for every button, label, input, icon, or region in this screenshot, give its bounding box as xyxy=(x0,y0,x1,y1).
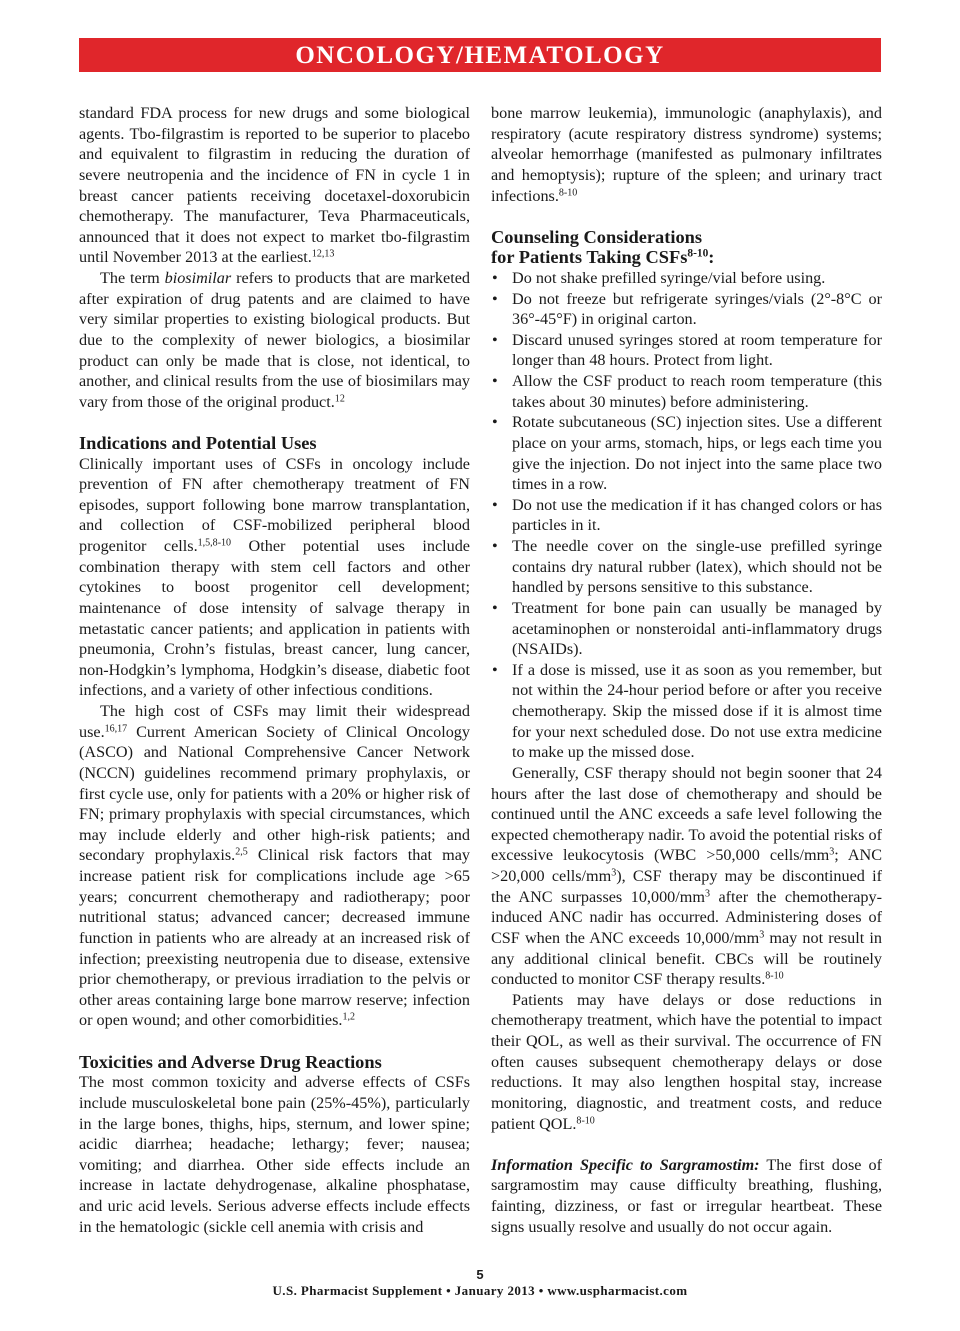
list-item: • Do not freeze but refrigerate syringes/vials (2°-8°C or 36°-45°F) in original carton. xyxy=(492,289,882,329)
reference-superscript: 12 xyxy=(334,393,345,405)
paragraph: Patients may have delays or dose reductions in chemotherapy treatment, which have the potential to impact their QOL, as well as their survival. The occurrence of FN often causes subsequent chemotherapy delays or dose reductions. It may also lengthen hospital stay, increase monitoring, diagnostic, and treatment costs, and reduce patient QOL.$^{8-10}$ xyxy=(491,990,882,1133)
bullet-icon: • xyxy=(492,330,498,349)
bullet-icon: • xyxy=(492,372,498,391)
paragraph: Clinically important uses of CSFs in oncology include prevention of FN after chemotherapy treatment of FN episodes, support following bone marrow transplantation, and collection of CSF-mobilized peripheral blood progenitor cells.$^{1,5,8-10}$ Other potential uses include combination therapy with stem cell factors and other cytokines to boost progenitor cell development; maintenance of dose intensity of salvage therapy in metastatic cancer patients; and application in patients with pneumonia, Crohn’s fistulas, breast cancer, lung cancer, non-Hodgkin’s lymphoma, Hodgkin’s disease, diabetic foot infections, and a variety of other infectious conditions. xyxy=(79,454,470,700)
list-item: • Discard unused syringes stored at room temperature for longer than 48 hours. Protect from light. xyxy=(492,330,882,370)
reference-superscript: 8-10 xyxy=(765,970,784,982)
term-italic: biosimilar xyxy=(164,269,232,287)
counseling-bullet-list xyxy=(491,268,882,763)
paragraph: bone marrow leukemia), immunologic (anaphylaxis), and respiratory (acute respiratory distress syndrome) systems; alveolar hemorrhage (manifested as pulmonary infiltrates and hemoptysis); rupture of the spleen; and urinary tract infections.$^{8-10}$ xyxy=(491,104,882,205)
superscript: 3 xyxy=(759,929,765,941)
bullet-icon: • xyxy=(492,660,498,679)
superscript: 3 xyxy=(829,846,835,858)
spacer xyxy=(491,1134,882,1155)
reference-superscript: 8-10 xyxy=(576,1115,595,1127)
list-item: • The needle cover on the single-use prefilled syringe contains dry natural rubber (latex), which should not be handled by persons sensitive to this substance. xyxy=(492,537,882,597)
list-item: • Do not shake prefilled syringe/vial before using. xyxy=(492,268,826,287)
list-item: • Treatment for bone pain can usually be managed by acetaminophen or nonsteroidal anti-inflammatory drugs (NSAIDs). xyxy=(492,598,882,659)
section-title: ONCOLOGY/HEMATOLOGY xyxy=(295,42,665,69)
list-item: • Rotate subcutaneous (SC) injection sites. Use a different place on your arms, stomach, hips, or legs each time you give the injection. Do not inject into the same place two times in a row. xyxy=(492,413,882,494)
left-column xyxy=(79,103,470,1237)
paragraph: The high cost of CSFs may limit their widespread use.$^{16,17}$ Current American Society of Clinical Oncology (ASCO) and National Comprehensive Cancer Network (NCCN) guidelines recommend primary prophylaxis, or first cycle use, only for patients with a 20% or higher risk of FN; primary prophylaxis with special circumstances, which may include elderly and other high-risk patients; and secondary prophylaxis.$^{2,5}$ Clinical risk factors that may increase patient risk for complications include age >65 years; concurrent chemotherapy and radiotherapy; poor nutritional status; advanced cancer; decreased immune function in patients who are already at an increased risk of infection; preexisting neutropenia due to disease, extensive prior chemotherapy, or previous irradiation to the pelvis or other areas containing large bone marrow reserve; infection or open wound; and other comorbidities.$^{1,2}$ xyxy=(79,702,470,1030)
right-column xyxy=(491,103,882,1237)
superscript: 3 xyxy=(704,888,710,900)
reference-superscript: 12,13 xyxy=(311,248,335,260)
paragraph: The term biosimilar refers to products that are marketed after expiration of drug patents and are claimed to have very similar properties to existing biological products. But due to the complexity of newer biologics, a biosimilar product can only be made that is close, not identical, to another, and clinical results from the use of biosimilars may vary from those of the original product.$^{12}$ xyxy=(79,269,470,411)
paragraph: standard FDA process for new drugs and some biological agents. Tbo-filgrastim is reported to be superior to placebo and equivalent to filgrastim in reducing the duration of severe neutropenia and the incidence of FN in cycle 1 in breast cancer patients receiving docetaxel-doxorubicin chemotherapy. The manufacturer, Teva Pharmaceuticals, announced that it does not expect to market tbo-filgrastim until November 2013 at the earliest.$^{12,13}$ xyxy=(79,104,470,267)
bullet-icon: • xyxy=(492,268,498,287)
section-heading-counseling: Counseling Considerations for Patients Taking CSFs$^{8-10}$: xyxy=(491,226,715,268)
bullet-icon: • xyxy=(492,598,498,617)
reference-superscript: 1,2 xyxy=(342,1011,355,1023)
page-number: 5 xyxy=(476,1267,484,1282)
reference-superscript: 8-10 xyxy=(558,186,578,198)
paragraph: Information Specific to Sargramostim: The first dose of sargramostim may cause difficulty breathing, flushing, fainting, dizziness, or fast or irregular heartbeat. These signs usually resolve and usually do not occur again. xyxy=(491,1155,882,1236)
section-header-band xyxy=(79,38,881,72)
reference-superscript: 1,5,8-10 xyxy=(197,537,232,549)
paragraph: Generally, CSF therapy should not begin sooner that 24 hours after the last dose of chemotherapy and should be continued until the ANC exceeds a safe level following the expected chemotherapy nadir. To avoid the potential risks of excessive leukocytosis (WBC >50,000 cells/$mm^3$; ANC >20,000 cells/$mm^3$), CSF therapy may be discontinued if the ANC surpasses $10,000/mm^3$ after the chemotherapy-induced ANC nadir has occurred. Administering doses of CSF when the ANC exceeds $10,000/mm^3$ may not result in any additional clinical benefit. CBCs will be routinely conducted to monitor CSF therapy results.$^{8-10}$ xyxy=(491,763,882,989)
section-heading-toxicities: Toxicities and Adverse Drug Reactions xyxy=(79,1051,382,1072)
reference-superscript: 8-10 xyxy=(687,248,709,261)
superscript: 3 xyxy=(611,867,617,879)
reference-superscript: 16,17 xyxy=(104,723,128,735)
bullet-icon: • xyxy=(492,289,498,308)
footer-publication: U.S. Pharmacist Supplement • January 2013 • www.uspharmacist.com xyxy=(272,1283,688,1298)
run-in-heading: Information Specific to Sargramostim: xyxy=(491,1155,760,1174)
bullet-icon: • xyxy=(492,537,498,556)
list-item: • Do not use the medication if it has changed colors or has particles in it. xyxy=(492,495,882,535)
section-heading-indications: Indications and Potential Uses xyxy=(79,432,317,453)
bullet-icon: • xyxy=(492,413,498,432)
list-item: • Allow the CSF product to reach room temperature (this takes about 30 minutes) before administering. xyxy=(492,372,882,411)
reference-superscript: 2,5 xyxy=(235,846,248,858)
bullet-icon: • xyxy=(492,495,498,514)
list-item: • If a dose is missed, use it as soon as you remember, but not within the 24-hour period before or after you receive chemotherapy. Skip the missed dose if it is almost time for your next scheduled dose. Do not use extra medicine to make up the missed dose. xyxy=(492,660,882,762)
paragraph: The most common toxicity and adverse effects of CSFs include musculoskeletal bone pain (25%-45%), particularly in the large bones, thighs, hips, sternum, and lower spine; acidic diarrhea; headache; lethargy; fever; nausea; vomiting; and diarrhea. Other side effects include an increase in lactate dehydrogenase, alkaline phosphatase, and uric acid levels. Serious adverse effects include effects in the hematologic (sickle cell anemia with crisis and xyxy=(79,1073,470,1236)
